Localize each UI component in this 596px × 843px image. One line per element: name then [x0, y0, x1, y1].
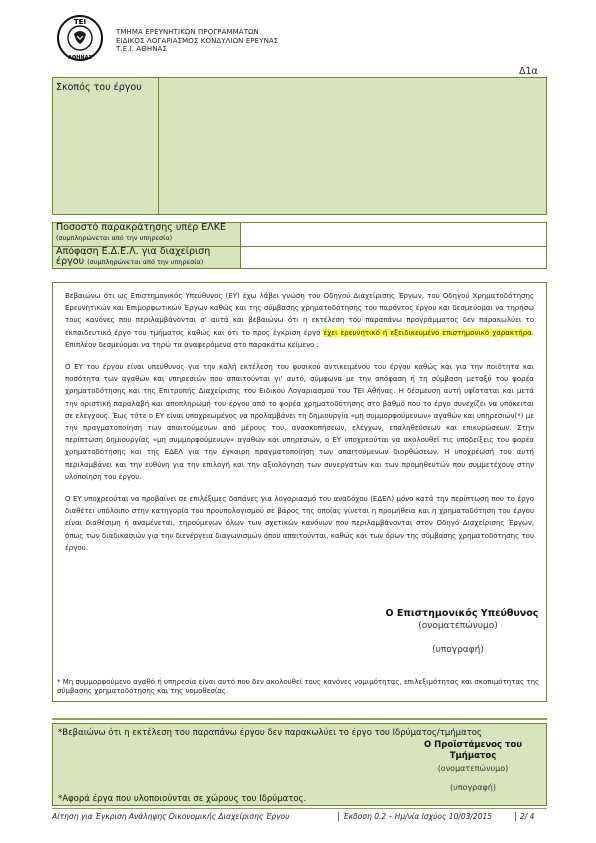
scientific-lead-name-field[interactable]: (ονοματεπώνυμο)	[418, 621, 498, 631]
scientific-lead-title: Ο Επιστημονικός Υπεύθυνος	[385, 608, 539, 619]
header-institution	[116, 28, 278, 54]
section-divider	[52, 718, 547, 720]
page-footer	[52, 808, 547, 821]
header-line-2: ΕΙΔΙΚΟΣ ΛΟΓΑΡΙΑΣΜΟΣ ΚΟΝΔΥΛΙΩΝ ΕΡΕΥΝΑΣ	[116, 36, 279, 45]
confirmation-text: *Βεβαιώνω ότι η εκτέλεση του παραπάνω έργου δεν παρακωλύει το έργο του Ιδρύματος/τμήματος	[58, 728, 482, 738]
footer-title: Αίτηση για Έγκριση Ανάληψης Οικονομικής Διαχείρισης Έργου	[52, 812, 290, 821]
edel-decision-note: (συμπληρώνεται από την υπηρεσία)	[87, 257, 204, 266]
department-head-signature-field[interactable]: (υπογραφή)	[449, 783, 496, 792]
header-line-1: ΤΜΗΜΑ ΕΡΕΥΝΗΤΙΚΩΝ ΠΡΟΓΡΑΜΜΑΤΩΝ	[116, 28, 259, 36]
edel-decision-label: Απόφαση Ε.Δ.Ε.Λ. για διαχείριση έργου (συμπληρώνεται από την υπηρεσία)	[53, 247, 241, 269]
confirmation-note: *Αφορά έργα που υλοποιούνται σε χώρους του Ιδρύματος.	[58, 794, 307, 804]
declaration-box	[52, 282, 547, 702]
declaration-paragraph-2: Ο ΕΥ του έργου είναι υπεύθυνος για την καλή εκτέλεση του φυσικού αντικειμένου του έργου καθώς και για την ποιότητα και ποσότητα των αγαθών και υπηρεσιών που απαιτούνται γι' αυτό, σύμφωνα με την απόφαση ή τη σύμβαση μεταξύ του φορέα χρηματοδότησης και της Επιτροπής Διαχείρισης του Ειδικού Λογαριασμού του ΤΕΙ Αθήνας. Η δέσμευση αυτή υφίσταται και μετά την οριστική παραλαβή και αποπληρωμή του έργου από το φορέα χρηματοδότησης στο βαθμό που το έργο συνεχίζει να υπόκειται σε ελέγχους. Έως τότε ο ΕΥ είναι υποχρεωμένος να προλαμβάνει τη δημιουργία «μη συμμορφούμενων» αγαθών και υπηρεσιών(*) με την πραγματοποίηση των απαιτούμενων από μέρους του, ανασκοπήσεων, ελέγχων, επαληθεύσεων και επικυρώσεων. Στην περίπτωση δημιουργίας «μη συμμορφούμενων» αγαθών και υπηρεσιών, ο ΕΥ υποχρεούται να ακολουθεί τις υποδείξεις του φορέα χρηματοδότησης και της ΕΔΕΛ για την έγκαιρη πραγματοποίηση των απαιτούμενων διορθώσεων. Η υποχρέωσή του αυτή περιλαμβάνει και την ευθύνη για την επιλογή και την αξιολόγηση των συνεργατών και των προμηθευτών που συμμετέχουν στην υλοποίηση του έργου.	[65, 363, 534, 481]
document-code: Δ1α	[519, 66, 538, 77]
scientific-lead-signature-field[interactable]: (υπογραφή)	[432, 645, 484, 655]
declaration-paragraph-3: Ο ΕΥ υποχρεούται να προβαίνει σε επιλέξιμες δαπάνες για λογαριασμό του αναδόχου (ΕΔΕΛ) μόνο κατά την περίπτωση που το έργο διαθέτει υπόλοιπο στην κατηγορία του προυπολογισμού σε βάρος της οποίας γίνεται η προμήθεια και η χρηματοδότηση του έργου είναι διαθέσιμη ή αναμένεται, τηρούμενων όλων των σχετικών κανόνων που περιλαμβάνονται στον Οδηγό Διαχείρισης Έργων, όπως των διαδικασιών για την διενέργεια διαγωνισμών όπου απαιτούνται, καθώς και των όρων της σύμβασης χρηματοδότησης του έργου.	[65, 495, 534, 552]
retention-percent-note: (συμπληρώνεται από την υπηρεσία)	[56, 234, 173, 242]
department-confirmation-box	[52, 723, 547, 806]
department-head-name-field[interactable]: (ονοματεπώνυμο)	[437, 764, 509, 773]
svg-text:ΤΕΙ: ΤΕΙ	[73, 18, 87, 26]
project-purpose-field[interactable]	[159, 78, 546, 214]
edel-decision-field[interactable]	[241, 247, 546, 269]
highlighted-text: έχει ερευνητικό ή εξειδικευμένο επιστημονικό χαρακτήρα	[323, 328, 532, 337]
tei-athens-logo	[56, 14, 104, 62]
project-purpose-section	[52, 77, 547, 215]
department-head-title: Ο Προϊστάμενος του Τμήματος	[423, 740, 523, 761]
project-purpose-label: Σκοπός του έργου	[53, 78, 159, 214]
retention-percent-field[interactable]	[241, 223, 546, 246]
footer-page-number: 2/ 4	[520, 812, 535, 821]
retention-section	[52, 222, 547, 269]
nonconforming-footnote: * Μη συμμορφούμενο αγαθό ή υπηρεσία είναι αυτό που δεν ακολουθεί τους κανόνες νομιμότητας, επιλεξιμότητας και σκοπιμότητας της σύμβασης χρηματοδότησης και της νομοθεσίας.	[57, 678, 540, 695]
svg-text:ΑΘΗΝΑΣ: ΑΘΗΝΑΣ	[68, 55, 92, 61]
footer-version: Έκδοση 0.2 – Ημ/νία Ισχύος 10/03/2015	[343, 812, 493, 821]
declaration-paragraph-1: Βεβαιώνω ότι ως Επιστημονικός Υπεύθυνος (ΕΥ) έχω λάβει γνώση του Οδηγού Διαχείρισης Έργων, του Οδηγού Χρηματοδότησης Ερευνητικών και Επιμορφωτικών Έργων καθώς και της σύμβασης χρηματοδότησης του παρόντος έργου και δεσμεύομαι να τηρήσω τους κανόνες που περιλαμβάνονται σ' αυτά και βεβαιώνω ότι η εκτέλεση του παραπάνω προγράμματος δεν παρακωλύει το εκπαιδευτικό έργο του τμήματος καθώς και ότι το προς έγκριση έργο έχει ερευνητικό ή εξειδικευμένο επιστημονικό χαρακτήρα. Επιπλέον δεσμεύομαι να τηρώ τα αναφερόμενα στο παρακάτω κείμενο :	[65, 292, 534, 349]
header-line-3: Τ.Ε.Ι. ΑΘΗΝΑΣ	[116, 45, 167, 54]
retention-percent-label: Ποσοστό παρακράτησης υπέρ ΕΛΚΕ (συμπληρώνεται από την υπηρεσία)	[53, 223, 241, 246]
